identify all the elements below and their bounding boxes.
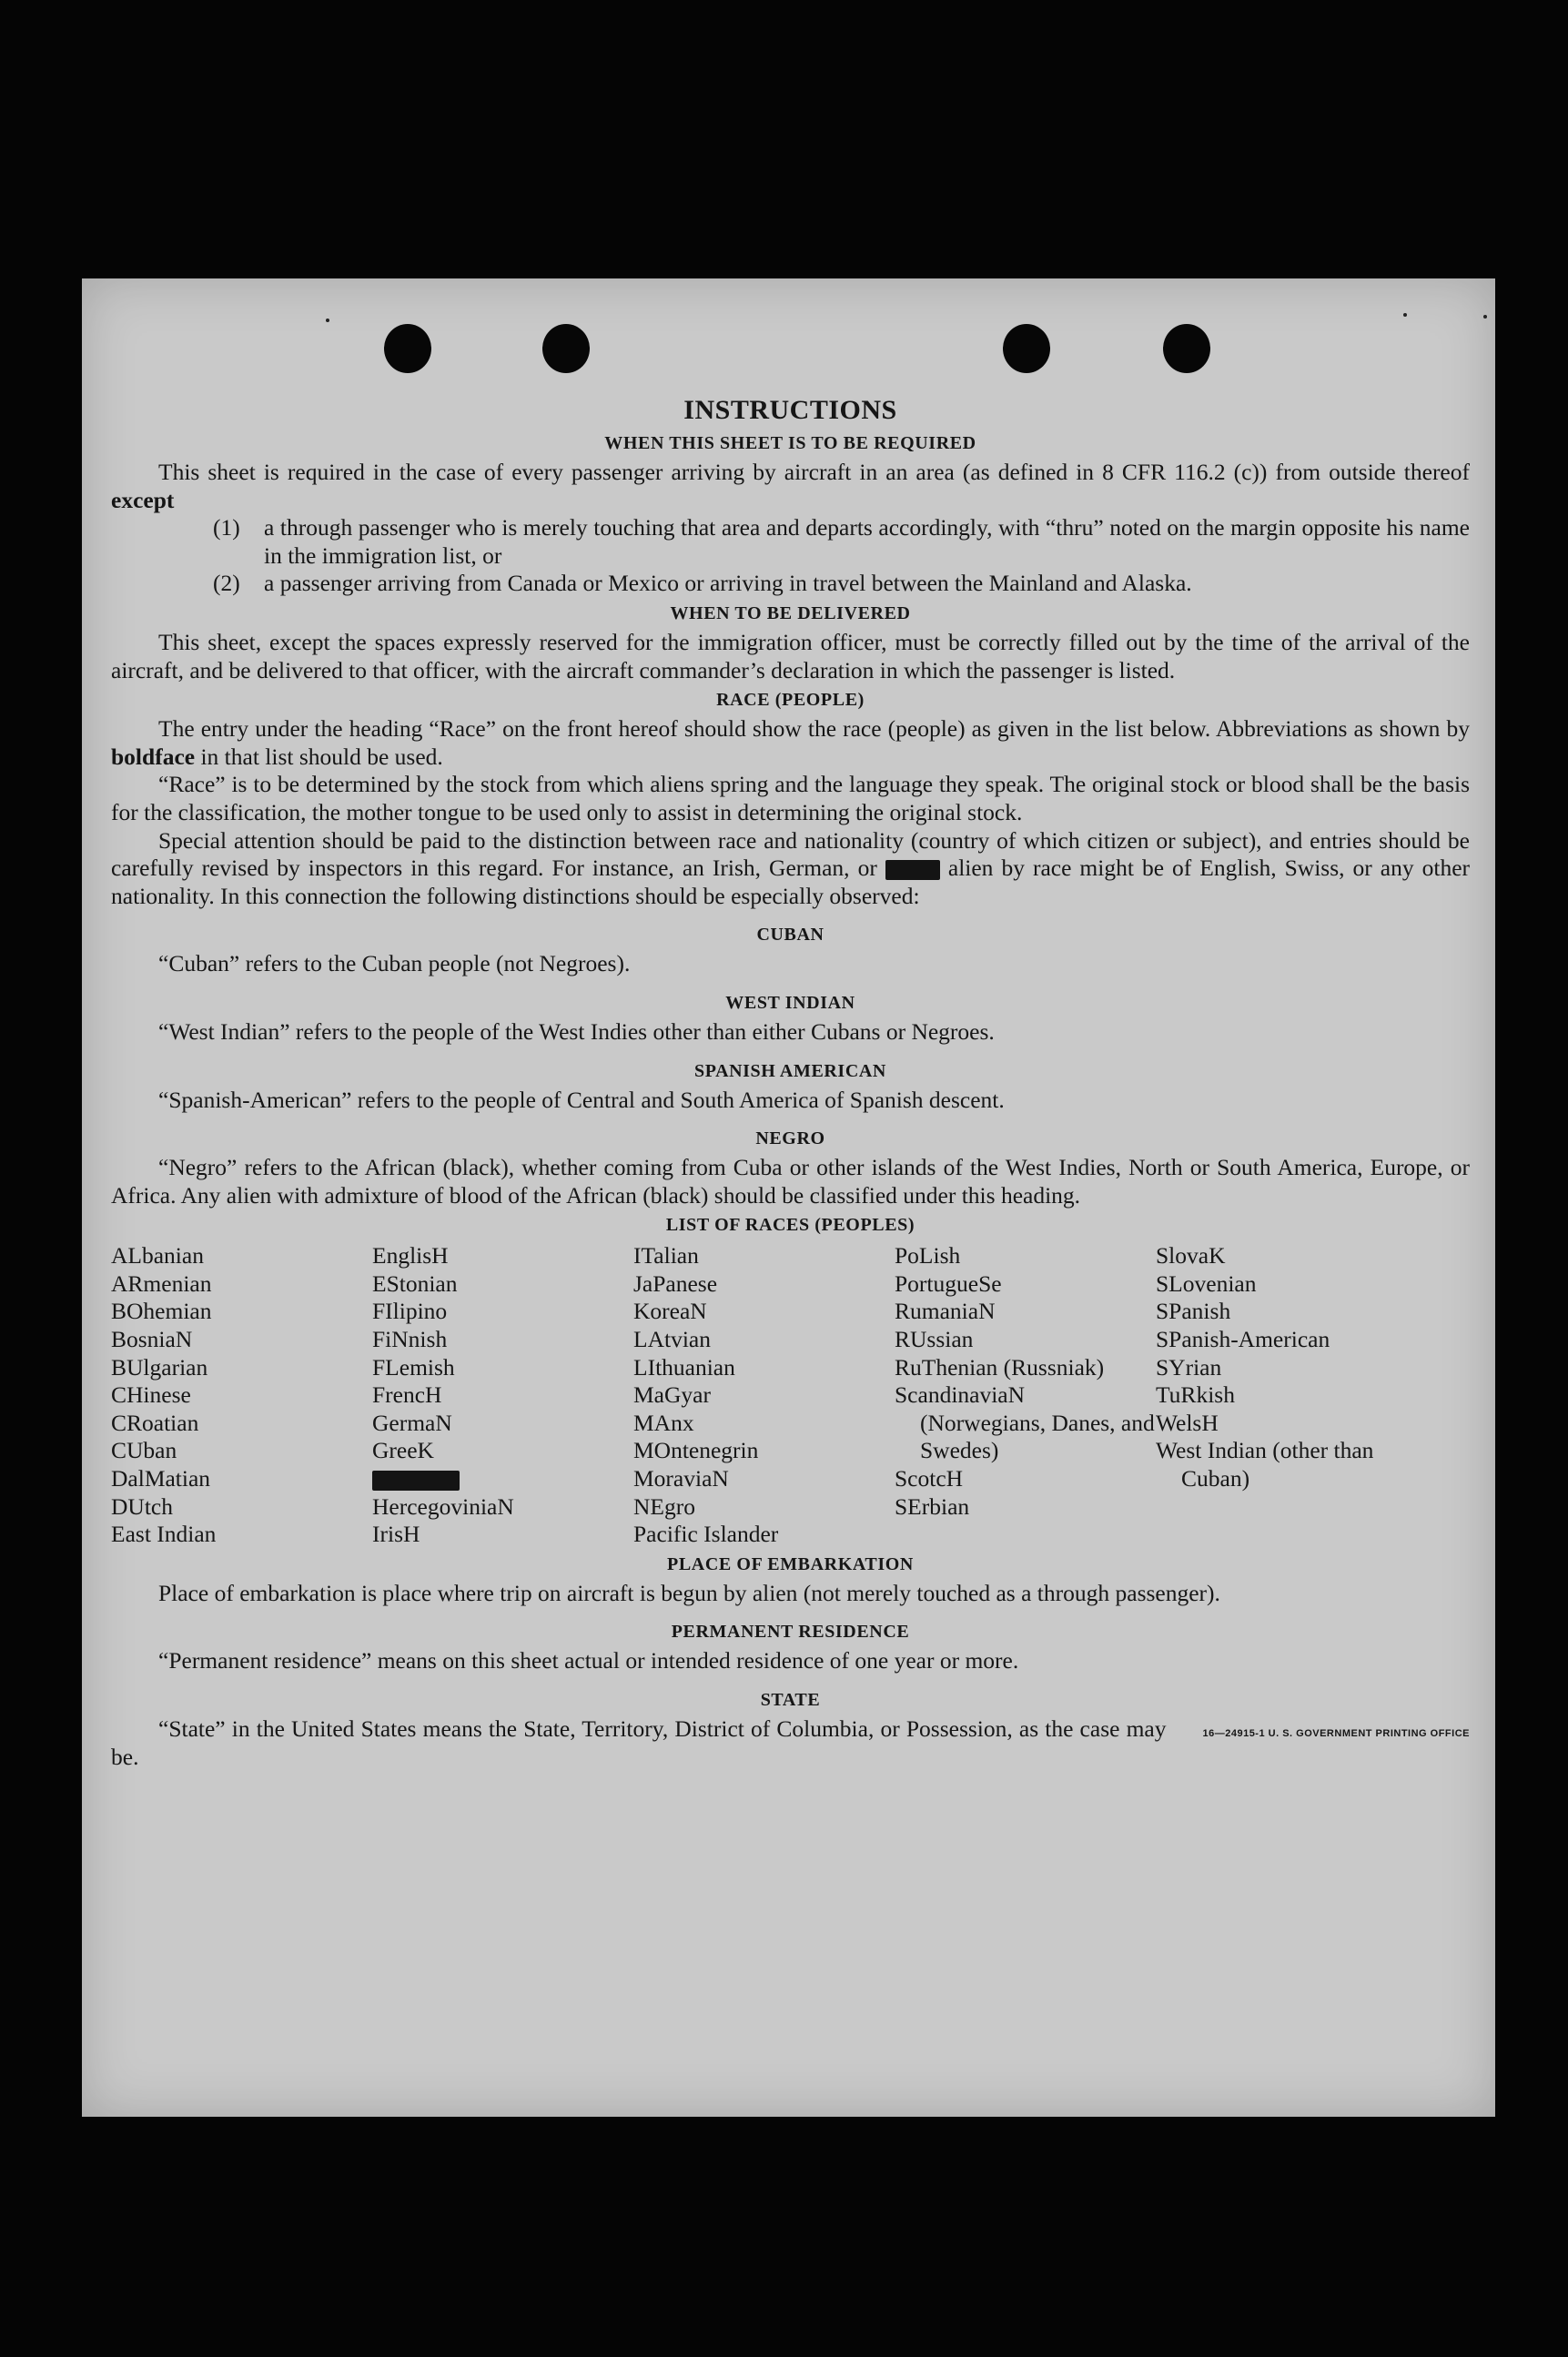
races-column (633, 1242, 895, 1549)
printer-mark: 16—24915-1 U. S. GOVERNMENT PRINTING OFFICE (1202, 1728, 1470, 1739)
race-entry: ITalian (633, 1242, 699, 1270)
race-entry: SLovenian (1156, 1270, 1257, 1297)
paragraph-west-indian: “West Indian” refers to the people of the West Indies other than either Cubans or Negroes. (158, 1017, 995, 1045)
punch-hole (384, 324, 431, 373)
race-entry: FLemish (372, 1353, 455, 1381)
race-entry: BOhemian (111, 1298, 212, 1325)
race-entry: FiNnish (372, 1326, 448, 1353)
races-column (1156, 1242, 1417, 1549)
race-entry: EnglisH (372, 1242, 449, 1270)
race-entry: CUban (111, 1437, 177, 1464)
condition-text: a through passenger who is merely touching that area and departs accordingly, with “thru” noted on the margin opposite his name in the immigration list, or (264, 514, 1470, 569)
race-entry: GreeK (372, 1437, 434, 1464)
condition-text: a passenger arriving from Canada or Mexico or arriving in travel between the Mainland and Alaska. (264, 570, 1192, 597)
condition-item (213, 514, 1470, 570)
race-entry: DalMatian (111, 1465, 211, 1492)
races-column (372, 1242, 633, 1549)
race-entry: SYrian (1156, 1353, 1222, 1381)
race-entry: East Indian (111, 1521, 217, 1548)
paragraph-race-2: “Race” is to be determined by the stock from which aliens spring and the language they speak. The original stock or blood shall be the basis for the classification, the mother tongue to be used only to assist in determining the original stock. (111, 771, 1470, 825)
condition-item (213, 570, 1470, 598)
section-heading-when-delivered: WHEN TO BE DELIVERED (670, 602, 911, 623)
section-heading-race: RACE (PEOPLE) (716, 690, 865, 711)
punch-hole (542, 324, 590, 373)
race-entry: SlovaK (1156, 1242, 1226, 1270)
instructions-content (111, 395, 1470, 1771)
race-entry: KoreaN (633, 1298, 707, 1325)
race-entry: MAnx (633, 1409, 694, 1436)
paragraph-state: “State” in the United States means the State, Territory, District of Columbia, or Possession, as the case may be. (111, 1715, 1167, 1770)
race-entry: DUtch (111, 1492, 173, 1520)
section-heading-spanish-american: SPANISH AMERICAN (694, 1060, 886, 1081)
race-entry: West Indian (other than Cuban) (1156, 1437, 1374, 1492)
race-entry: RUssian (895, 1326, 974, 1353)
race-entry: SPanish-American (1156, 1326, 1330, 1353)
race-entry: ScotcH (895, 1465, 964, 1492)
race-entry: MaGyar (633, 1381, 711, 1409)
race-entry: BosniaN (111, 1326, 193, 1353)
race-entry: TuRkish (1156, 1381, 1235, 1409)
dust-speck (1483, 315, 1487, 319)
race-entry: ScandinaviaN (Norwegians, Danes, and Swedes) (895, 1381, 1155, 1464)
section-heading-embarkation: PLACE OF EMBARKATION (667, 1553, 914, 1574)
race-entry: ARmenian (111, 1270, 212, 1297)
races-table (111, 1242, 1470, 1549)
section-heading-cuban: CUBAN (756, 925, 824, 946)
race-entry: SPanish (1156, 1298, 1231, 1325)
paragraph-when-required: This sheet is required in the case of every passenger arriving by aircraft in an area (as defined in 8 CFR 116.2 (c)) from outside thereof except (111, 459, 1470, 513)
section-heading-negro: NEGRO (755, 1128, 825, 1149)
races-column (111, 1242, 372, 1549)
race-entry: CRoatian (111, 1409, 199, 1436)
section-heading-list-of-races: LIST OF RACES (PEOPLES) (665, 1215, 916, 1236)
section-heading-state: STATE (760, 1690, 821, 1710)
race-entry: NEgro (633, 1492, 695, 1520)
page-title: INSTRUCTIONS (683, 395, 897, 425)
race-entry: EStonian (372, 1270, 458, 1297)
paragraph-spanish-american: “Spanish-American” refers to the people of Central and South America of Spanish descent. (158, 1086, 1005, 1113)
races-column (895, 1242, 1156, 1549)
race-entry: HercegoviniaN (372, 1492, 514, 1520)
dust-speck (1403, 313, 1407, 317)
race-entry: CHinese (111, 1381, 191, 1409)
race-entry: MOntenegrin (633, 1437, 759, 1464)
race-entry: GermaN (372, 1409, 452, 1436)
race-entry: PortugueSe (895, 1270, 1002, 1297)
race-entry: LIthuanian (633, 1353, 735, 1381)
punch-hole (1003, 324, 1050, 373)
paragraph-residence: “Permanent residence” means on this sheet actual or intended residence of one year or more. (158, 1647, 1019, 1674)
race-entry: IrisH (372, 1521, 420, 1548)
condition-number: (1) (213, 514, 240, 541)
paragraph-cuban: “Cuban” refers to the Cuban people (not Negroes). (158, 950, 631, 977)
race-entry: BUlgarian (111, 1353, 208, 1381)
race-entry: FIlipino (372, 1298, 448, 1325)
paragraph-embarkation: Place of embarkation is place where trip on aircraft is begun by alien (not merely touched as a through passenger). (158, 1579, 1220, 1606)
section-heading-residence: PERMANENT RESIDENCE (671, 1622, 910, 1643)
race-entry-redacted (372, 1465, 633, 1493)
race-entry: MoraviaN (633, 1465, 729, 1492)
race-entry: WelsH (1156, 1409, 1219, 1436)
redacted-word (372, 1471, 460, 1491)
section-heading-when-required: WHEN THIS SHEET IS TO BE REQUIRED (604, 433, 976, 453)
race-entry: RumaniaN (895, 1298, 996, 1325)
race-entry: RuThenian (Russniak) (895, 1353, 1105, 1381)
paragraph-race-3: Special attention should be paid to the distinction between race and nationality (country of which citizen or subject), and entries should be carefully revised by inspectors in this regard. For instance, an Irish, German, or alien by race might be of English, Swiss, or any other nationality. In this connection the following distinctions should be especially observed: (111, 826, 1471, 909)
race-entry: JaPanese (633, 1270, 718, 1297)
race-entry: ALbanian (111, 1242, 204, 1270)
section-heading-west-indian: WEST INDIAN (725, 992, 855, 1013)
dust-speck (326, 319, 329, 322)
race-entry: SErbian (895, 1492, 970, 1520)
document-sheet (82, 278, 1495, 2117)
paragraph-negro: “Negro” refers to the African (black), whether coming from Cuba or other islands of the West Indies, North or South America, Europe, or Africa. Any alien with admixture of blood of the African (black) should be classified under this heading. (111, 1154, 1470, 1209)
paragraph-race-1: The entry under the heading “Race” on the front hereof should show the race (people) as given in the list below. Abbreviations as shown by boldface in that list should be used. (111, 715, 1470, 770)
race-entry: PoLish (895, 1242, 961, 1270)
paragraph-when-delivered: This sheet, except the spaces expressly reserved for the immigration officer, must be correctly filled out by the time of the arrival of the aircraft, and be delivered to that officer, with the aircraft commander’s declaration in which the passenger is listed. (111, 628, 1470, 683)
condition-number: (2) (213, 570, 240, 597)
race-entry: FrencH (372, 1381, 442, 1409)
redacted-word (885, 860, 940, 880)
race-entry: LAtvian (633, 1326, 711, 1353)
state-footer (111, 1715, 1470, 1771)
punch-hole (1163, 324, 1210, 373)
race-entry: Pacific Islander (633, 1521, 779, 1548)
